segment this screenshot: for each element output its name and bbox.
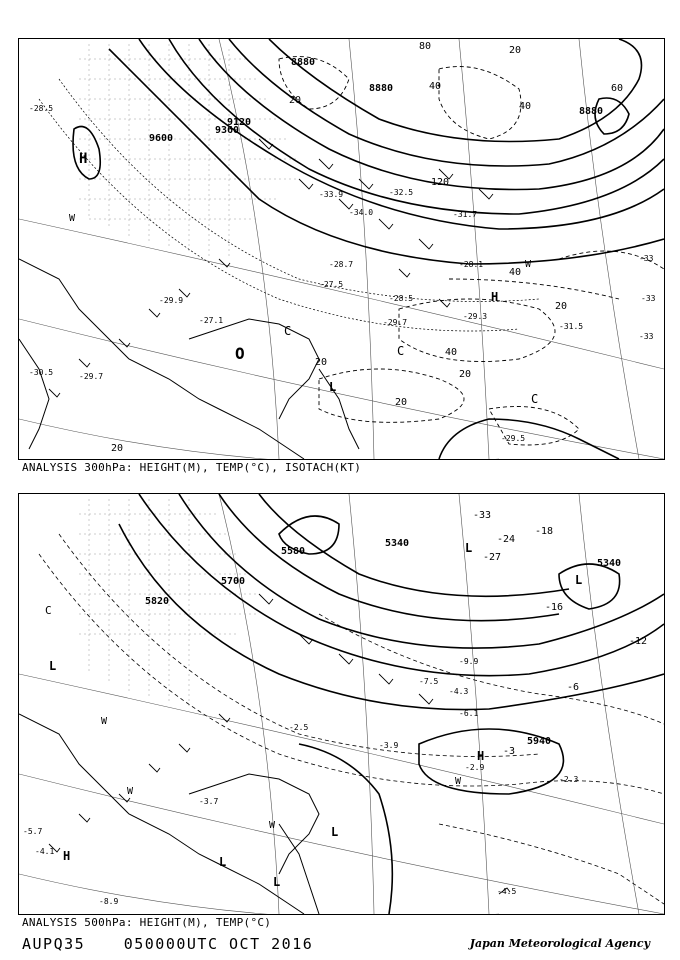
temp-label: -8.9 — [99, 897, 119, 906]
caption-300hpa: ANALYSIS 300hPa: HEIGHT(M), TEMP(°C), ISOTACH(KT) — [22, 461, 362, 474]
footer-id — [22, 935, 341, 953]
temp-label: -3 — [503, 746, 516, 757]
temp-label: -31.7 — [453, 210, 478, 219]
analysis-300hpa-map — [18, 38, 665, 460]
isotach-label: 20 — [289, 95, 302, 106]
warm-center: W — [101, 716, 108, 727]
temp-label: -12 — [629, 636, 648, 647]
temp-label: -28.1 — [459, 260, 484, 269]
temp-label: -33 — [639, 254, 654, 263]
isotach-contours — [279, 57, 664, 446]
valid-time: 050000UTC OCT 2016 — [123, 935, 314, 953]
analysis-500hpa-map — [18, 493, 665, 915]
temp-label: -18 — [535, 526, 554, 537]
temp-label: -33 — [639, 332, 654, 341]
temp-label: -29.9 — [159, 296, 184, 305]
height-label: 8880 — [369, 83, 394, 94]
cold-center: C — [531, 392, 539, 406]
isotach-label: 20 — [555, 301, 568, 312]
product-code: AUPQ35 — [22, 935, 86, 953]
height-contours — [73, 39, 664, 459]
temp-label: -29.5 — [501, 434, 526, 443]
temp-label: -34.0 — [349, 208, 374, 217]
pressure-center-high: H — [79, 151, 88, 167]
cold-center: C — [45, 604, 52, 617]
lat-lon-grid — [19, 39, 664, 459]
temp-label: -4.3 — [449, 687, 469, 696]
isotach-label: 20 — [509, 45, 522, 56]
isotach-label: 40 — [509, 267, 522, 278]
temp-label: -29.7 — [79, 372, 104, 381]
temp-label: -2.5 — [289, 723, 309, 732]
pressure-center-low: L — [575, 573, 583, 587]
height-contours — [119, 494, 664, 914]
temp-label: -27.5 — [319, 280, 344, 289]
temperature-isotherms — [39, 79, 539, 331]
temp-label: -30.5 — [29, 368, 54, 377]
temp-label: -29.3 — [463, 312, 488, 321]
height-label: 5940 — [527, 736, 552, 747]
isotach-label: 40 — [445, 347, 458, 358]
pressure-center-low: L — [49, 659, 57, 673]
height-label: 5580 — [281, 546, 306, 557]
pressure-center-low: L — [273, 875, 281, 889]
temp-label: -4.5 — [497, 887, 517, 896]
pressure-center-low: L — [465, 541, 473, 555]
temp-label: -7.5 — [419, 677, 439, 686]
temp-label: -2.3 — [559, 775, 579, 784]
lat-lon-grid — [19, 494, 664, 914]
temp-label: -33.9 — [319, 190, 344, 199]
pressure-center-low: L — [219, 855, 227, 869]
pressure-center-high: H — [491, 290, 499, 304]
temp-label: -28.5 — [29, 104, 54, 113]
isotach-label: 40 — [429, 81, 442, 92]
temp-label: -31.5 — [559, 322, 584, 331]
temp-label: -28.5 — [389, 294, 414, 303]
coastline — [19, 259, 359, 459]
temp-label: -29.7 — [383, 318, 408, 327]
height-label: 5340 — [385, 538, 410, 549]
temperature-isotherms — [39, 534, 664, 904]
low-symbol: O — [235, 344, 245, 363]
temp-label: -6 — [567, 682, 580, 693]
pressure-center-high: H — [63, 849, 71, 863]
height-label: 5820 — [145, 596, 170, 607]
temp-label: -32.5 — [389, 188, 414, 197]
pressure-center-high: H — [477, 749, 485, 763]
height-label: 5700 — [221, 576, 246, 587]
pressure-center-low: L — [329, 380, 337, 394]
height-label: 8880 — [291, 57, 316, 68]
temp-label: -27 — [483, 552, 502, 563]
cold-center: C — [397, 344, 405, 358]
temp-label: -27.1 — [199, 316, 224, 325]
height-label: 9360 — [215, 125, 240, 136]
warm-center: W — [525, 259, 532, 270]
wind-barbs — [49, 594, 510, 894]
height-label: 5340 — [597, 558, 622, 569]
pressure-center-low: L — [331, 825, 339, 839]
height-label: 8880 — [579, 106, 604, 117]
temp-label: -33 — [473, 510, 492, 521]
height-label: 9120 — [227, 117, 252, 128]
isotach-label: 20 — [315, 357, 328, 368]
temp-label: -4.1 — [35, 847, 55, 856]
caption-500hpa: ANALYSIS 500hPa: HEIGHT(M), TEMP(°C) — [22, 916, 272, 929]
temp-label: -16 — [545, 602, 564, 613]
temp-label: -3.7 — [199, 797, 219, 806]
isotach-label: 40 — [519, 101, 532, 112]
isotach-label: 20 — [111, 443, 124, 454]
wind-barbs — [49, 139, 493, 397]
map-500hpa-svg — [19, 494, 664, 914]
isotach-label: 80 — [419, 41, 432, 52]
map-300hpa-svg — [19, 39, 664, 459]
agency-name: Japan Meteorological Agency — [469, 937, 650, 950]
warm-center: W — [269, 820, 276, 831]
isotach-label: 20 — [459, 369, 472, 380]
warm-center: W — [455, 776, 462, 787]
isotach-label: 60 — [611, 83, 624, 94]
temp-label: -6.1 — [459, 709, 479, 718]
warm-center: W — [127, 786, 134, 797]
map-labels — [23, 510, 647, 906]
map-labels — [29, 41, 656, 454]
warm-center: W — [69, 213, 76, 224]
temp-label: -24 — [497, 534, 516, 545]
temp-label: -2.9 — [465, 763, 485, 772]
cold-center: C — [284, 324, 292, 338]
temp-label: -3.9 — [379, 741, 399, 750]
isotach-label: 20 — [395, 397, 408, 408]
temp-label: -5.7 — [23, 827, 43, 836]
height-label: 9600 — [149, 133, 174, 144]
temp-label: -9.9 — [459, 657, 479, 666]
isotach-label: 120 — [431, 177, 450, 188]
temp-label: -28.7 — [329, 260, 354, 269]
temp-label: -33 — [641, 294, 656, 303]
